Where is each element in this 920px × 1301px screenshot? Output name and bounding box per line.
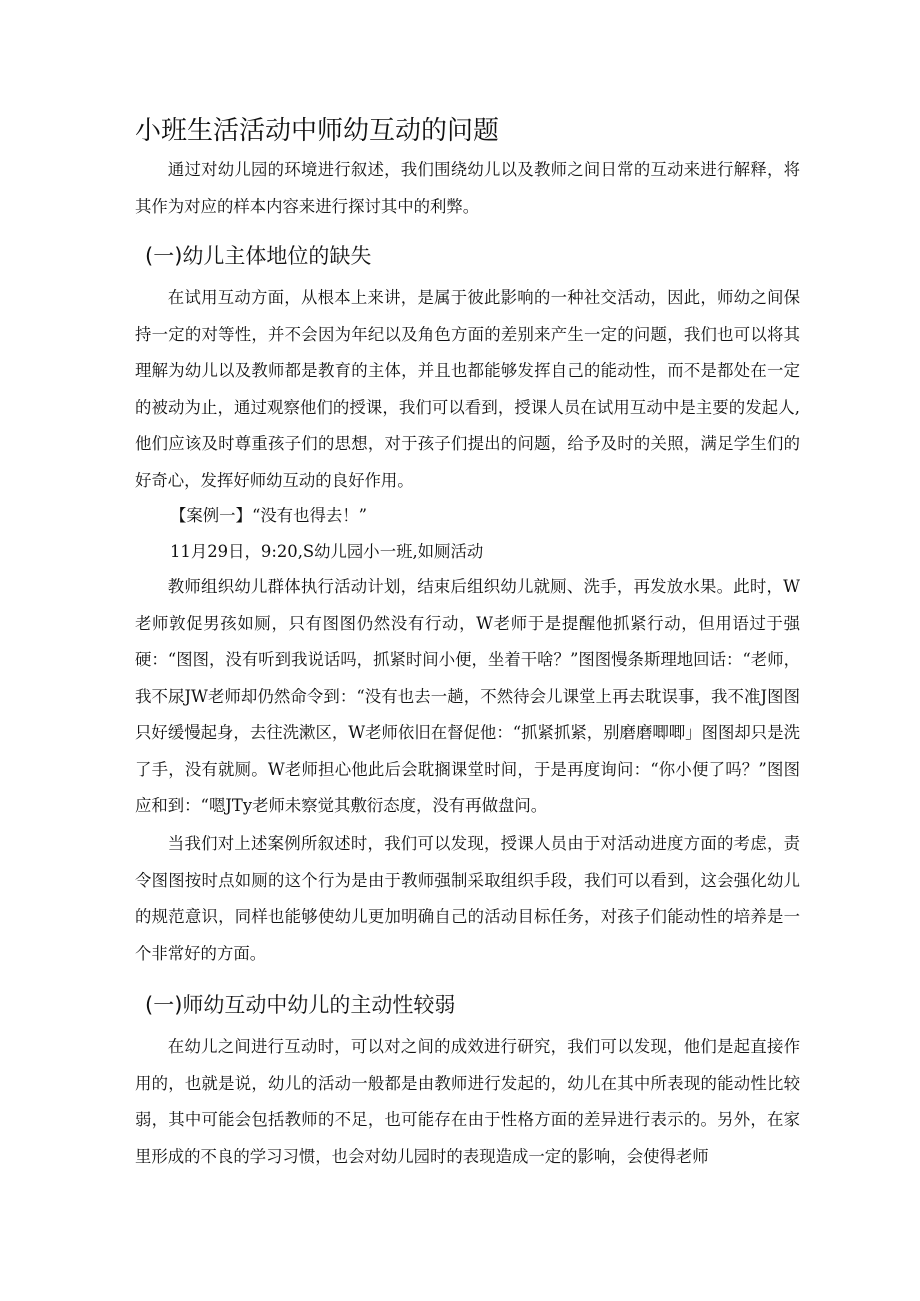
section-2-heading: (一)师幼互动中幼儿的主动性较弱 bbox=[145, 993, 456, 1017]
section-2-paragraph-1: 在幼儿之间进行互动时，可以对之间的成效进行研究，我们可以发现，他们是起直接作用的，也就是说，幼儿的活动一般都是由教师进行发起的，幼儿在其中所表现的能动性比较弱，其中可能会包括教师的不足，也可能存在由于性格方面的差异进行表示的。另外，在家里形成的不良的学习习惯，也会对幼儿园时的表现造成一定的影响，会使得老师 bbox=[135, 1037, 800, 1166]
page-title: 小班生活活动中师幼互动的问题 bbox=[135, 116, 500, 146]
case-time: 11月29日，9:20,S幼儿园小一班,如厕活动 bbox=[170, 542, 484, 561]
section-1-paragraph-2: 当我们对上述案例所叙述时，我们可以发现，授课人员由于对活动进度方面的考虑，责令图图按时点如厕的这个行为是由于教师强制采取组织手段，我们可以看到，这会强化幼儿的规范意识，同样也能够使幼儿更加明确自己的活动目标任务，对孩子们能动性的培养是一个非常好的方面。 bbox=[135, 834, 800, 963]
intro-paragraph: 通过对幼儿园的环境进行叙述，我们围绕幼儿以及教师之间日常的互动来进行解释，将其作为对应的样本内容来进行探讨其中的利弊。 bbox=[135, 160, 800, 216]
case-title: 【案例一】“没有也得去！” bbox=[170, 506, 368, 525]
section-1-heading: (一)幼儿主体地位的缺失 bbox=[145, 244, 372, 268]
section-1-paragraph-1: 在试用互动方面，从根本上来讲，是属于彼此影响的一种社交活动，因此，师幼之间保持一定的对等性，并不会因为年纪以及角色方面的差别来产生一定的问题，我们也可以将其理解为幼儿以及教师都是教育的主体，并且也都能够发挥自己的能动性，而不是都处在一定的被动为止，通过观察他们的授课，我们可以看到，授课人员在试用互动中是主要的发起人,他们应该及时尊重孩子们的思想，对于孩子们提出的问题，给予及时的关照，满足学生们的好奇心，发挥好师幼互动的良好作用。 bbox=[135, 288, 800, 490]
case-body: 教师组织幼儿群体执行活动计划，结束后组织幼儿就厕、洗手，再发放水果。此时，W老师敦促男孩如厕，只有图图仍然没有行动，W老师于是提醒他抓紧行动，但用语过于强硬：“图图，没有听到我说话吗，抓紧时间小便，坐着干啥？”图图慢条斯理地回话：“老师，我不尿JW老师却仍然命令到：“没有也去一趟，不然待会儿课堂上再去耽误事，我不准J图图只好缓慢起身，去往洗漱区，W老师依旧在督促他：“抓紧抓紧，别磨磨唧唧」图图却只是洗了手，没有就厕。W老师担心他此后会耽搁课堂时间，于是再度询问：“你小便了吗？”图图应和到：“嗯JTy老师未察觉其敷衍态度，没有再做盘问。 bbox=[135, 577, 800, 815]
